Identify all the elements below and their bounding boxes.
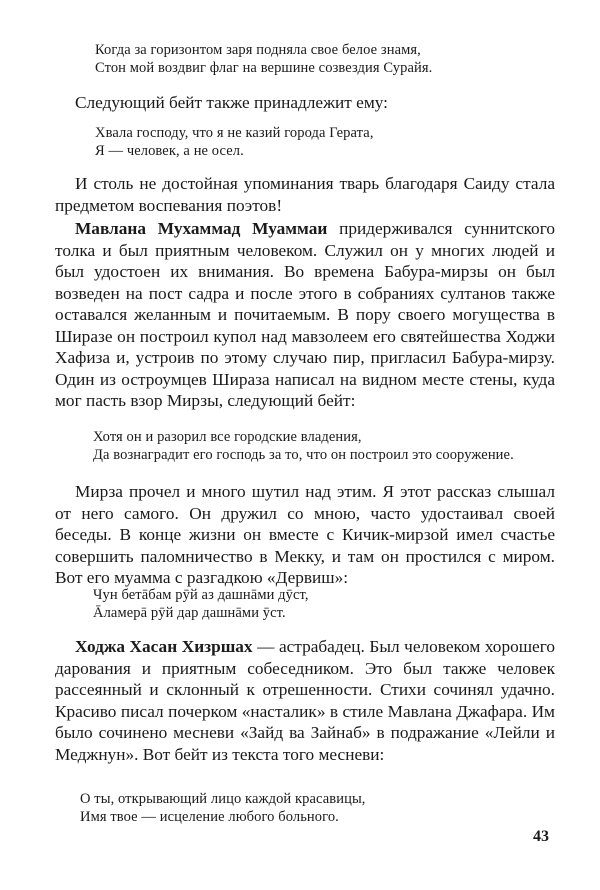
verse-5-line-2: Имя твое — исцеление любого больного. [80,809,339,825]
paragraph-2-text: И столь не достойная упоминания тварь благодаря Саиду стала предметом воспевания поэтов! [55,174,555,215]
paragraph-3 [55,218,555,412]
verse-3-line-1: Хотя он и разорил все городские владения, [93,429,362,445]
page-number: 43 [533,828,549,845]
author-name-khizrshah: Ходжа Хасан Хизршах [75,637,253,656]
paragraph-1: Следующий бейт также принадлежит ему: [75,93,388,112]
verse-1-line-1: Когда за горизонтом заря подняла свое белое знамя, [95,42,421,58]
author-name-muammai: Мавлана Мухаммад Муаммаи [75,219,328,238]
paragraph-5-text: — астрабадец. Был человеком хорошего дарования и приятным собеседником. Это был также человек рассеянный и склонный к отрешенности. Стихи сочинял удачно. Красиво писал почерком «насталик» в стиле Мавлана Джафара. Им было сочинено месневи «Зайд ва Зайнаб» в подражание «Лейли и Меджнун». Вот бейт из текста того месневи: [55,637,555,764]
verse-3 [93,428,514,464]
verse-3-line-2: Да вознаградит его господь за то, что он построил это сооружение. [93,447,514,463]
verse-4 [93,586,309,622]
verse-4-line-2: Āламерā рӯй дар дашнāми ӯст. [93,605,286,621]
verse-2-line-2: Я — человек, а не осел. [95,143,244,159]
paragraph-4-text: Мирза прочел и много шутил над этим. Я этот рассказ слышал от него самого. Он дружил со мною, часто удостаивал своей беседы. В конце жизни он вместе с Кичик-мирзой имел счастье совершить паломничество в Мекку, и там он простился с миром. Вот его муамма с разгадкою «Дервиш»: [55,482,555,587]
verse-5-line-1: О ты, открывающий лицо каждой красавицы, [80,791,366,807]
verse-2-line-1: Хвала господу, что я не казий города Герата, [95,125,374,141]
verse-1 [95,41,432,77]
verse-5 [80,790,366,826]
paragraph-3-text: придерживался суннитского толка и был приятным человеком. Служил он у многих людей и был удостоен их внимания. Во времена Бабура-мирзы он был возведен на пост садра и после этого в собраниях султанов также оставался желанным и почитаемым. В пору своего могущества в Ширазе он построил купол над мавзолеем его святейшества Ходжи Хафиза и, устроив по этому случаю пир, пригласил Бабура-мирзу. Один из остроумцев Шираза написал на видном месте стены, куда мог пасть взор Мирзы, следующий бейт: [55,219,555,410]
paragraph-4 [55,481,555,589]
verse-4-line-1: Чун бетāбам рӯй аз дашнāми дӯст, [93,587,309,603]
verse-1-line-2: Стон мой воздвиг флаг на вершине созвездия Сурайя. [95,60,433,76]
paragraph-2 [55,173,555,216]
verse-2 [95,124,374,160]
paragraph-5 [55,636,555,765]
